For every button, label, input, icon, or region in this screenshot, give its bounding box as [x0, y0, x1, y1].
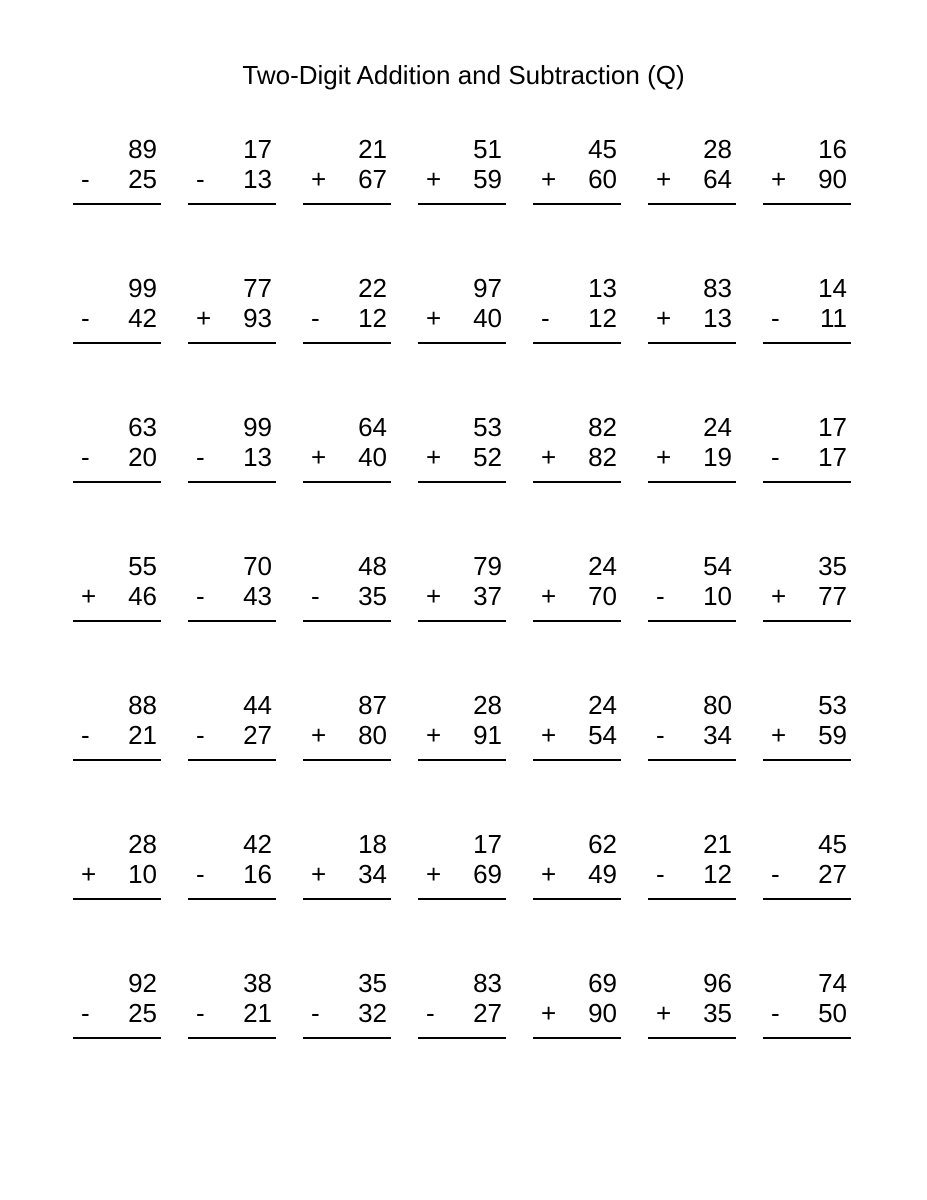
operator: - [196, 998, 205, 1028]
problem [73, 412, 161, 483]
problem [648, 551, 736, 622]
problem [763, 273, 851, 344]
problem [648, 829, 736, 900]
top-operand: 42 [243, 829, 272, 859]
bottom-operand: 10 [703, 581, 732, 611]
operator: - [81, 720, 90, 750]
operator: + [771, 164, 787, 194]
top-operand: 64 [358, 412, 387, 442]
problem [188, 551, 276, 622]
bottom-operand: 27 [243, 720, 272, 750]
problem [418, 551, 506, 622]
problem [303, 829, 391, 900]
bottom-operand: 70 [588, 581, 617, 611]
bottom-operand: 37 [473, 581, 502, 611]
bottom-operand: 19 [703, 442, 732, 472]
top-operand: 16 [818, 134, 847, 164]
operator: + [311, 442, 327, 472]
bottom-operand: 27 [473, 998, 502, 1028]
problem [73, 690, 161, 761]
problem [303, 134, 391, 205]
operator: + [426, 720, 442, 750]
operator: + [426, 164, 442, 194]
bottom-operand: 59 [818, 720, 847, 750]
operator: + [771, 720, 787, 750]
problem [533, 273, 621, 344]
bottom-operand: 21 [128, 720, 157, 750]
top-operand: 77 [243, 273, 272, 303]
operator: + [311, 164, 327, 194]
top-operand: 24 [588, 551, 617, 581]
bottom-operand: 54 [588, 720, 617, 750]
problems-grid [73, 134, 851, 1039]
problem [188, 273, 276, 344]
bottom-operand: 52 [473, 442, 502, 472]
top-operand: 83 [473, 968, 502, 998]
bottom-operand: 82 [588, 442, 617, 472]
operator: - [771, 303, 780, 333]
operator: + [81, 859, 97, 889]
bottom-operand: 50 [818, 998, 847, 1028]
bottom-operand: 90 [818, 164, 847, 194]
top-operand: 62 [588, 829, 617, 859]
top-operand: 80 [703, 690, 732, 720]
problem [188, 690, 276, 761]
problem [648, 273, 736, 344]
top-operand: 22 [358, 273, 387, 303]
problem [303, 551, 391, 622]
bottom-operand: 60 [588, 164, 617, 194]
bottom-operand: 42 [128, 303, 157, 333]
top-operand: 14 [818, 273, 847, 303]
operator: + [426, 442, 442, 472]
problem [73, 968, 161, 1039]
problem [73, 829, 161, 900]
bottom-operand: 91 [473, 720, 502, 750]
bottom-operand: 25 [128, 164, 157, 194]
operator: + [541, 164, 557, 194]
operator: + [426, 859, 442, 889]
problem [188, 829, 276, 900]
top-operand: 53 [818, 690, 847, 720]
top-operand: 70 [243, 551, 272, 581]
bottom-operand: 16 [243, 859, 272, 889]
bottom-operand: 80 [358, 720, 387, 750]
problem [418, 690, 506, 761]
operator: + [541, 442, 557, 472]
bottom-operand: 69 [473, 859, 502, 889]
top-operand: 69 [588, 968, 617, 998]
operator: - [311, 303, 320, 333]
bottom-operand: 12 [588, 303, 617, 333]
operator: + [771, 581, 787, 611]
problem [73, 134, 161, 205]
page-title: Two-Digit Addition and Subtraction (Q) [242, 60, 685, 90]
operator: + [311, 859, 327, 889]
operator: - [771, 859, 780, 889]
bottom-operand: 34 [358, 859, 387, 889]
top-operand: 74 [818, 968, 847, 998]
operator: + [541, 720, 557, 750]
top-operand: 99 [128, 273, 157, 303]
bottom-operand: 34 [703, 720, 732, 750]
problem [533, 412, 621, 483]
top-operand: 35 [358, 968, 387, 998]
problem [303, 690, 391, 761]
problem [648, 412, 736, 483]
problem [533, 968, 621, 1039]
bottom-operand: 11 [820, 303, 847, 333]
operator: - [426, 998, 435, 1028]
top-operand: 92 [128, 968, 157, 998]
problem [763, 968, 851, 1039]
operator: - [541, 303, 550, 333]
problem [648, 134, 736, 205]
bottom-operand: 67 [358, 164, 387, 194]
bottom-operand: 77 [818, 581, 847, 611]
operator: + [196, 303, 212, 333]
top-operand: 55 [128, 551, 157, 581]
problem [418, 829, 506, 900]
problem [418, 273, 506, 344]
problem [188, 134, 276, 205]
problem [533, 829, 621, 900]
problem [763, 412, 851, 483]
problem [418, 412, 506, 483]
top-operand: 79 [473, 551, 502, 581]
operator: + [81, 581, 97, 611]
operator: - [196, 859, 205, 889]
top-operand: 18 [358, 829, 387, 859]
bottom-operand: 32 [358, 998, 387, 1028]
problem [533, 551, 621, 622]
operator: + [426, 303, 442, 333]
top-operand: 17 [243, 134, 272, 164]
top-operand: 35 [818, 551, 847, 581]
problem [303, 273, 391, 344]
operator: - [311, 998, 320, 1028]
problem [188, 968, 276, 1039]
top-operand: 54 [703, 551, 732, 581]
bottom-operand: 17 [818, 442, 847, 472]
operator: - [196, 581, 205, 611]
operator: - [196, 442, 205, 472]
operator: + [656, 303, 672, 333]
problem [763, 829, 851, 900]
operator: - [81, 442, 90, 472]
operator: - [196, 164, 205, 194]
top-operand: 96 [703, 968, 732, 998]
operator: - [656, 720, 665, 750]
operator: - [771, 442, 780, 472]
problem [418, 134, 506, 205]
operator: - [656, 581, 665, 611]
operator: - [81, 998, 90, 1028]
bottom-operand: 93 [243, 303, 272, 333]
top-operand: 38 [243, 968, 272, 998]
top-operand: 97 [473, 273, 502, 303]
problem [418, 968, 506, 1039]
top-operand: 83 [703, 273, 732, 303]
bottom-operand: 64 [703, 164, 732, 194]
top-operand: 99 [243, 412, 272, 442]
bottom-operand: 10 [128, 859, 157, 889]
top-operand: 17 [473, 829, 502, 859]
operator: - [656, 859, 665, 889]
problem [648, 968, 736, 1039]
problem [188, 412, 276, 483]
problem [533, 690, 621, 761]
top-operand: 87 [358, 690, 387, 720]
bottom-operand: 90 [588, 998, 617, 1028]
top-operand: 21 [703, 829, 732, 859]
bottom-operand: 25 [128, 998, 157, 1028]
problem [763, 134, 851, 205]
operator: + [426, 581, 442, 611]
top-operand: 89 [128, 134, 157, 164]
top-operand: 28 [703, 134, 732, 164]
top-operand: 21 [358, 134, 387, 164]
top-operand: 28 [128, 829, 157, 859]
operator: + [541, 581, 557, 611]
bottom-operand: 13 [243, 442, 272, 472]
top-operand: 45 [818, 829, 847, 859]
bottom-operand: 43 [243, 581, 272, 611]
top-operand: 82 [588, 412, 617, 442]
bottom-operand: 20 [128, 442, 157, 472]
operator: - [196, 720, 205, 750]
operator: - [81, 164, 90, 194]
top-operand: 48 [358, 551, 387, 581]
operator: + [541, 998, 557, 1028]
problem [648, 690, 736, 761]
top-operand: 13 [588, 273, 617, 303]
operator: - [771, 998, 780, 1028]
operator: - [81, 303, 90, 333]
bottom-operand: 59 [473, 164, 502, 194]
operator: - [311, 581, 320, 611]
bottom-operand: 40 [473, 303, 502, 333]
top-operand: 88 [128, 690, 157, 720]
operator: + [541, 859, 557, 889]
problem [763, 551, 851, 622]
problem [73, 273, 161, 344]
problem [303, 412, 391, 483]
top-operand: 45 [588, 134, 617, 164]
operator: + [656, 164, 672, 194]
top-operand: 17 [818, 412, 847, 442]
problem [303, 968, 391, 1039]
top-operand: 63 [128, 412, 157, 442]
bottom-operand: 27 [818, 859, 847, 889]
top-operand: 51 [473, 134, 502, 164]
operator: + [656, 442, 672, 472]
bottom-operand: 12 [358, 303, 387, 333]
bottom-operand: 35 [358, 581, 387, 611]
bottom-operand: 13 [703, 303, 732, 333]
operator: + [656, 998, 672, 1028]
problem [73, 551, 161, 622]
top-operand: 28 [473, 690, 502, 720]
problem [533, 134, 621, 205]
top-operand: 24 [703, 412, 732, 442]
bottom-operand: 35 [703, 998, 732, 1028]
bottom-operand: 40 [358, 442, 387, 472]
bottom-operand: 12 [703, 859, 732, 889]
bottom-operand: 46 [128, 581, 157, 611]
operator: + [311, 720, 327, 750]
bottom-operand: 49 [588, 859, 617, 889]
top-operand: 24 [588, 690, 617, 720]
bottom-operand: 13 [243, 164, 272, 194]
problem [763, 690, 851, 761]
bottom-operand: 21 [243, 998, 272, 1028]
top-operand: 53 [473, 412, 502, 442]
top-operand: 44 [243, 690, 272, 720]
